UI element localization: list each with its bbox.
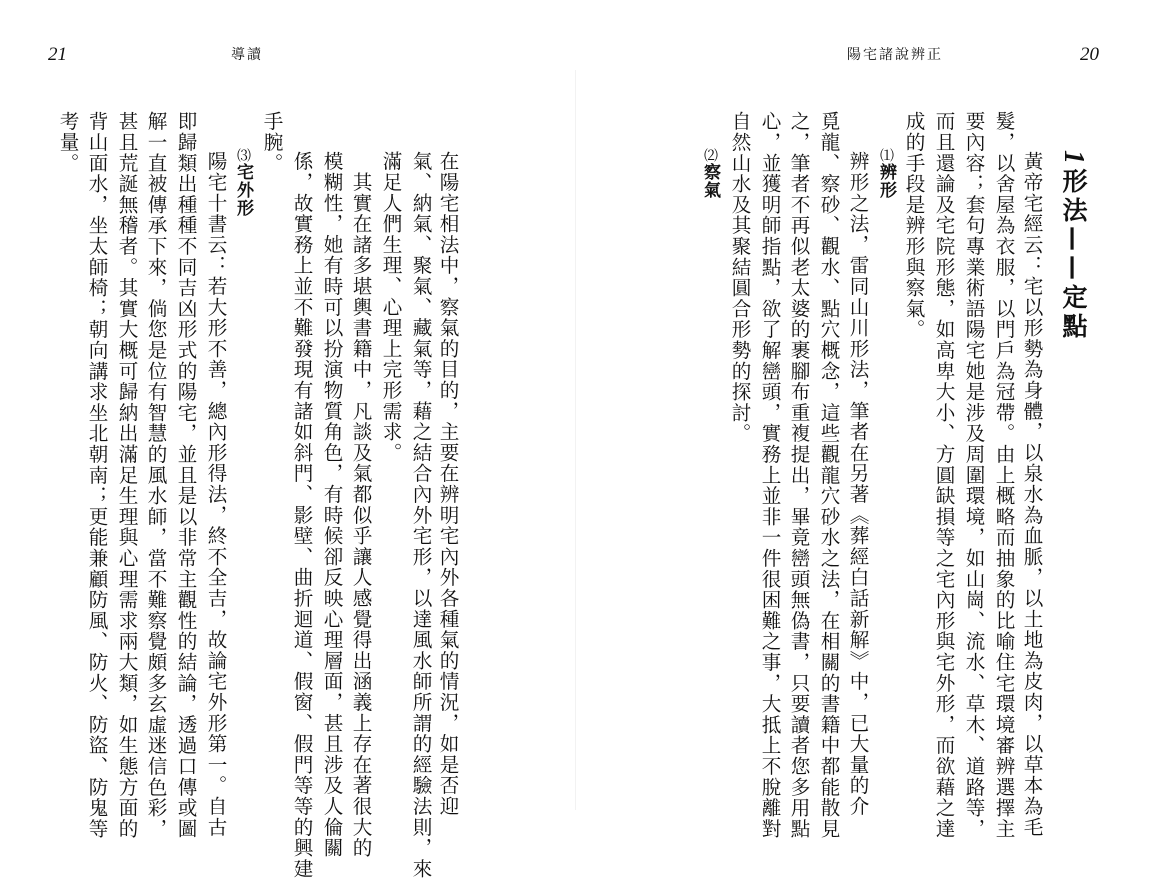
text-line: 解一直被傳承下來，倘您是位有智慧的風水師，當不難察覺頗多玄虛迷信色彩， (144, 111, 167, 839)
text-line: 髮，以舍屋為衣服，以門戶為冠帶。由上概略而抽象的比喻住宅環境審辨選擇主 (992, 111, 1015, 839)
subsection-title: 察氣 (700, 163, 720, 199)
subsection-number: ⑶ (235, 148, 251, 163)
text-line: 即歸類出種種不同吉凶形式的陽宅，並且是以非常主觀性的結論，透過口傳或圖 (174, 111, 197, 839)
subsection-title: 宅外形 (233, 163, 253, 217)
subsection-number: ⑴ (878, 148, 894, 163)
chapter-heading (1053, 150, 1093, 342)
text-line: 之，筆者不再似老太婆的裹腳布重複提出，畢竟巒頭無偽書，只要讀者您多用點 (787, 111, 810, 839)
chapter-title: 形法——定點 (1059, 168, 1088, 342)
page-number-right: 20 (1080, 44, 1099, 65)
text-line: 係，故實務上並不難發現有諸如斜門、影壁、曲折迴道、假窗、假門等等的興建 (290, 151, 313, 879)
text-line: 甚且荒誕無稽者。其實大概可歸納出滿足生理與心理需求兩大類，如生態方面的 (115, 111, 138, 839)
running-header-left: 導讀 (231, 47, 263, 63)
subsection-title: 辨形 (876, 163, 896, 199)
text-line: 在陽宅相法中，察氣的目的，主要在辨明宅內外各種氣的情況，如是否迎 (436, 151, 459, 817)
text-line: 背山面水，坐太師椅；朝向講求坐北朝南；更能兼顧防風、防火、防盜、防鬼等 (85, 111, 108, 839)
subsection-number: ⑵ (702, 148, 718, 163)
text-line: 辨形之法，雷同山川形法，筆者在另著《葬經白話新解》中，已大量的介 (846, 151, 869, 817)
running-header-right: 陽宅諸說辨正 (847, 47, 943, 63)
page-gutter (575, 70, 576, 810)
chapter-number: 1 (1058, 150, 1089, 168)
text-line: 成的手段是辨形與察氣。 (902, 111, 925, 340)
text-line: 滿足人們生理、心理上完形需求。 (379, 151, 402, 463)
text-line: 考量。 (56, 111, 79, 174)
text-line: 模糊性，她有時可以扮演物質角色，有時候卻反映心理層面，甚且涉及人倫關 (320, 151, 343, 859)
subsection-heading-3 (228, 148, 258, 217)
text-line: 自然山水及其聚結圓合形勢的探討。 (728, 111, 751, 444)
text-line: 要內容；套句專業術語陽宅她是涉及周圍環境，如山崗、流水、草木、道路等， (962, 111, 985, 839)
text-line: 覓龍、察砂、觀水、點穴概念，這些觀龍穴砂水之法，在相關的書籍中都能散見 (817, 111, 840, 839)
text-line: 而且還論及宅院形態，如高卑大小、方圓缺損等之宅內形與宅外形，而欲藉之達 (932, 111, 955, 839)
subsection-heading-2 (695, 148, 725, 199)
page-number-left: 21 (48, 44, 67, 65)
text-line: 氣、納氣、聚氣、藏氣等，藉之結合內外宅形，以達風水師所謂的經驗法則，來 (409, 151, 432, 879)
text-line: 黃帝宅經云：宅以形勢為身體，以泉水為血脈，以土地為皮肉，以草本為毛 (1020, 151, 1043, 838)
text-line: 其實在諸多堪輿書籍中，凡談及氣都似乎讓人感覺得出涵義上存在著很大的 (349, 151, 372, 859)
text-line: 陽宅十書云：若大形不善，總內形得法，終不全吉，故論宅外形第一。自古 (204, 151, 227, 838)
subsection-heading-1 (871, 148, 901, 199)
text-line: 心，並獲明師指點，欲了解巒頭，實務上並非一件很困難之事，大抵上不脫離對 (758, 111, 781, 839)
text-line: 手腕。 (260, 111, 283, 174)
